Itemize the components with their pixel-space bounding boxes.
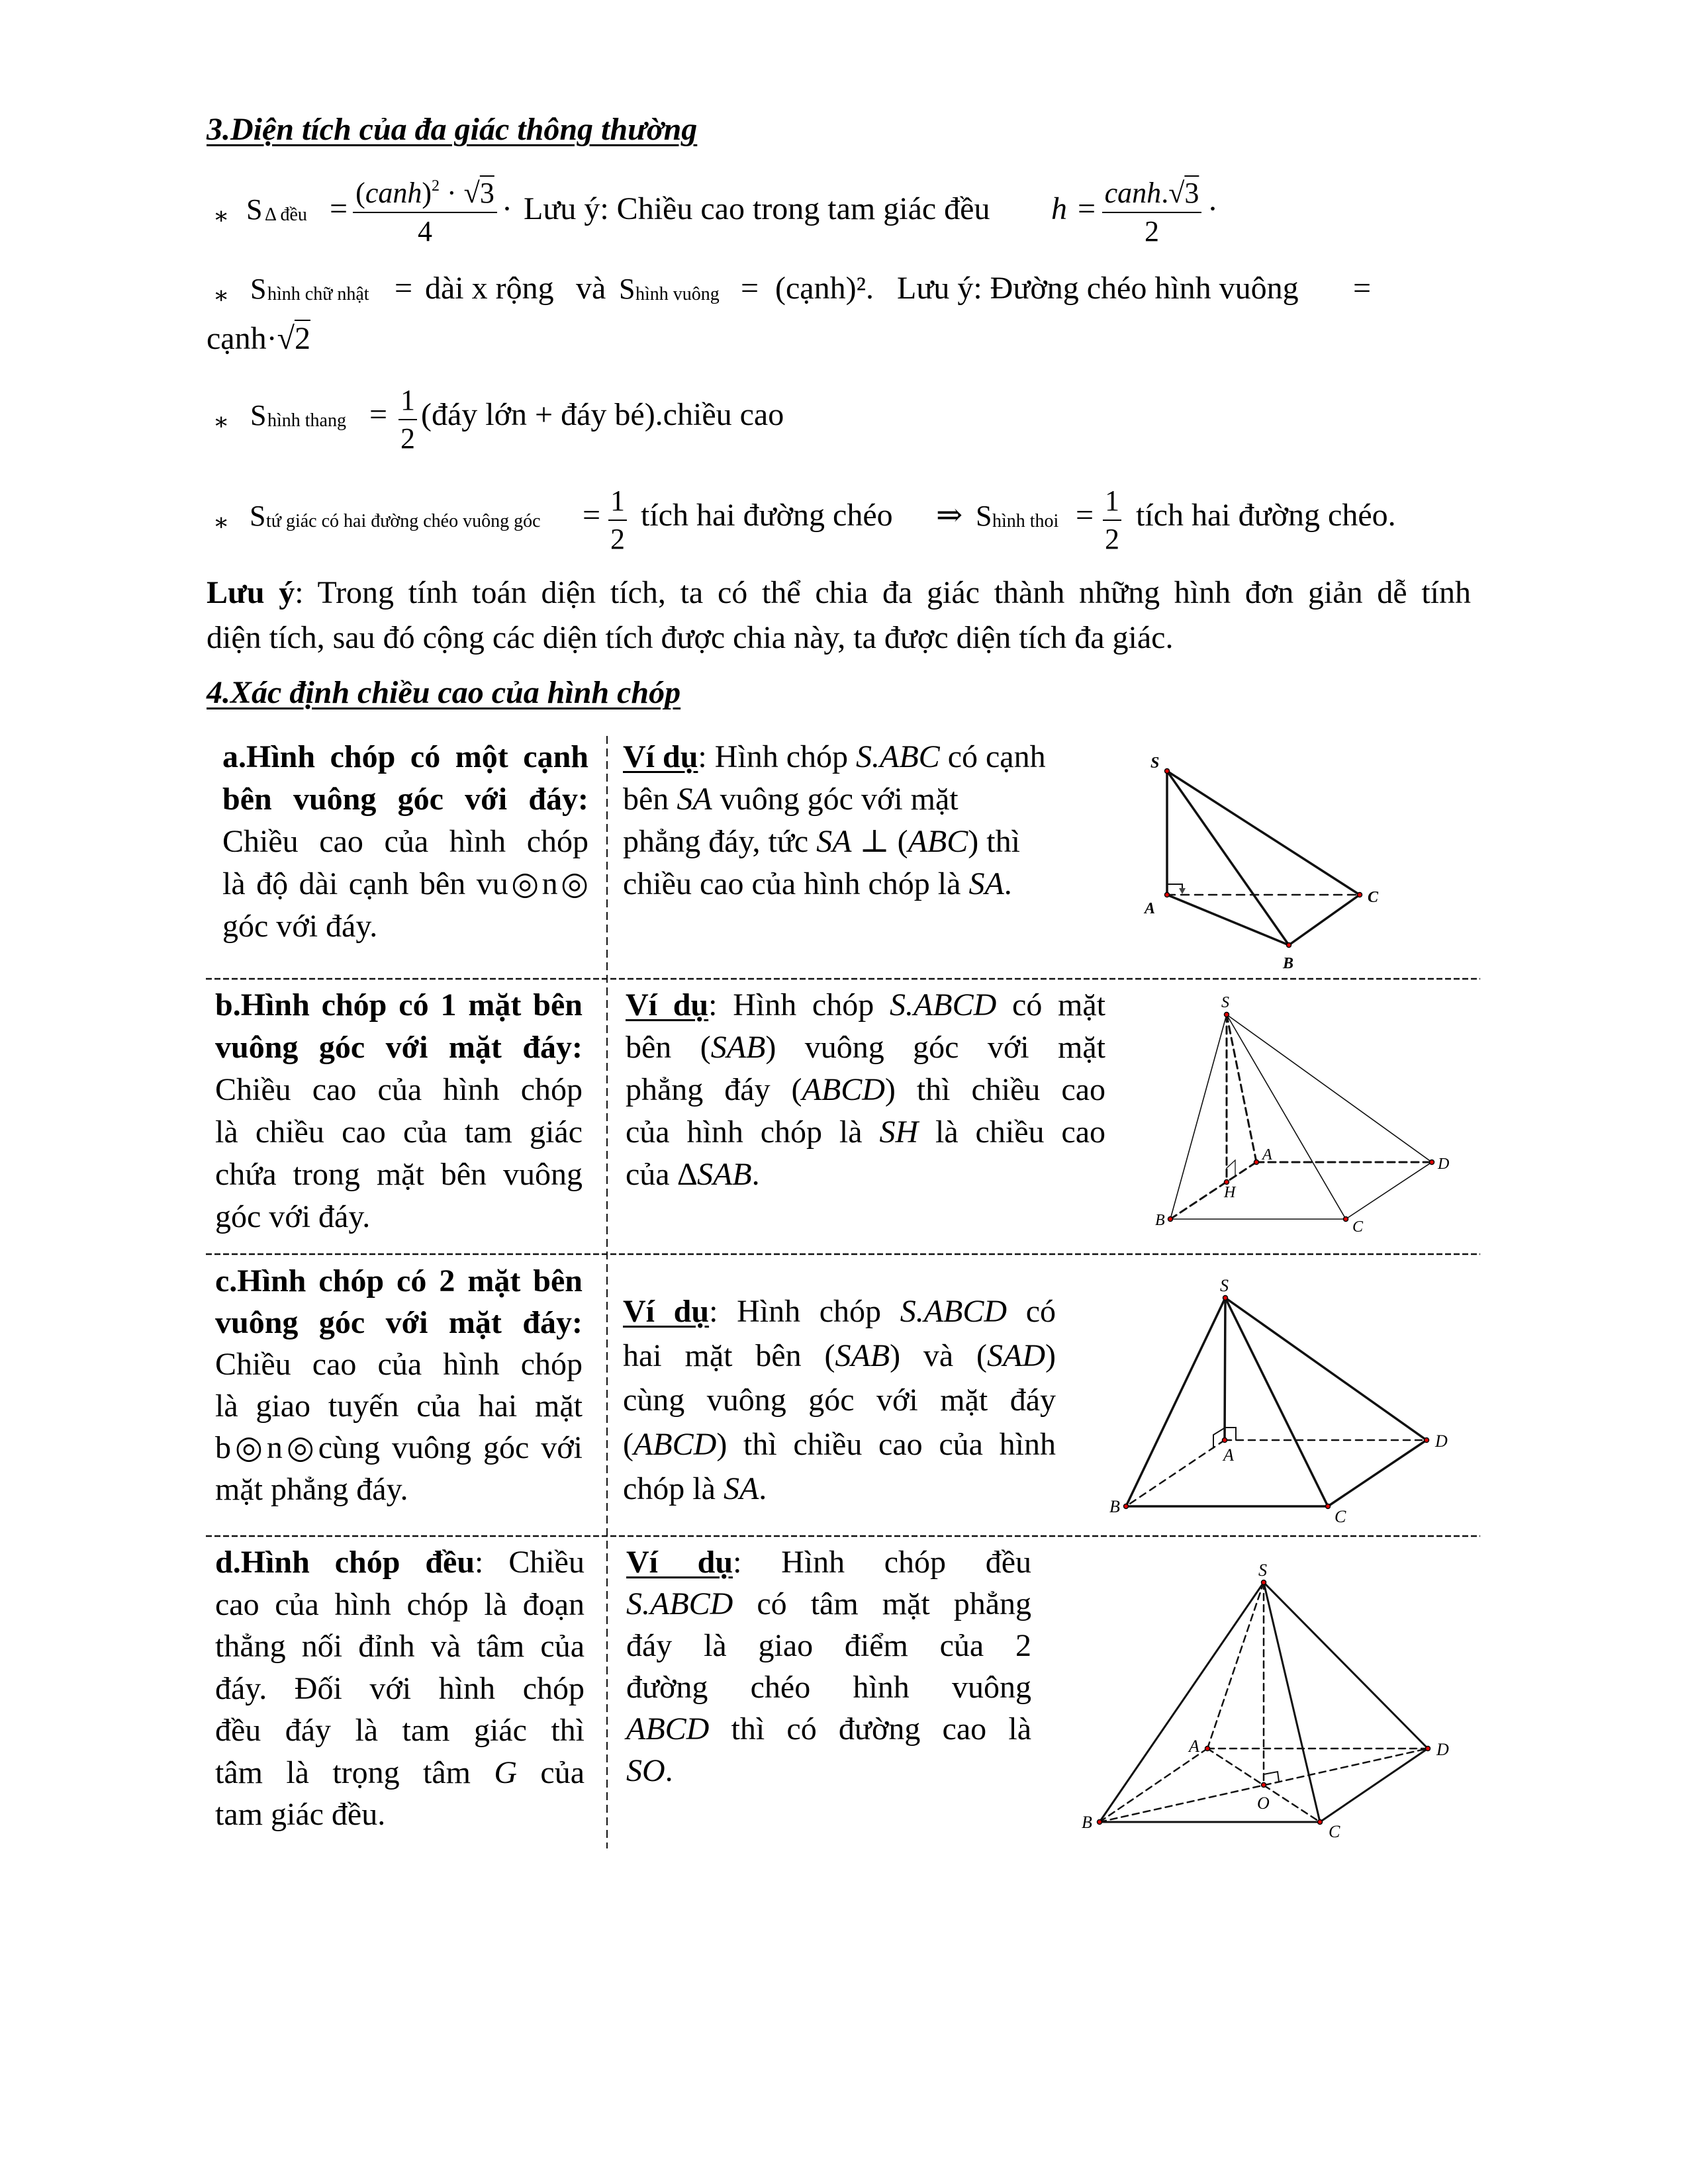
equals-sign: = (395, 271, 413, 306)
area-symbol: S (619, 273, 635, 305)
example-label: Ví dụ (626, 987, 709, 1023)
text-line (215, 1343, 583, 1385)
text-line (623, 1334, 1056, 1378)
text: ) thì chiều cao của hình (716, 1427, 1056, 1462)
sqrt-icon: √ (277, 321, 295, 356)
text: . (759, 1471, 767, 1506)
text: bên (623, 782, 677, 817)
math-term: SA (816, 824, 852, 859)
math-term: ABCD (633, 1427, 717, 1462)
math-term: G (494, 1754, 518, 1790)
text-line (626, 1541, 1031, 1583)
text: : Chiều (475, 1545, 585, 1580)
fraction-bar (1103, 520, 1121, 521)
text: đáy là giao điểm của 2 (626, 1628, 1031, 1663)
note-text: : Trong tính toán diện tích, ta có thể chia đa giác thành những hình đơn giản dễ tính (295, 575, 1472, 610)
text: cao của hình chóp là đoạn (215, 1586, 585, 1622)
square-diagonal-value (207, 323, 310, 355)
vertex-label-d: D (1436, 1740, 1449, 1759)
right-angle-icon (1213, 1428, 1225, 1448)
text-line (215, 1625, 585, 1668)
text: hai mặt bên ( (623, 1338, 835, 1373)
text: tâm là trọng tâm (215, 1754, 494, 1790)
note-square-diagonal: Lưu ý: Đường chéo hình vuông (897, 271, 1299, 306)
text: cùng vuông góc với mặt đáy (623, 1383, 1056, 1418)
text-line (215, 1427, 583, 1469)
row-d-description (215, 1541, 585, 1836)
text: : Hình chóp đều (733, 1545, 1031, 1580)
text: Chiều cao của hình chóp (215, 1347, 583, 1382)
area-symbol: S (250, 500, 266, 532)
note-paragraph-line-2: diện tích, sau đó cộng các diện tích được chia này, ta được diện tích đa giác. (207, 620, 1174, 655)
text-line (215, 1260, 583, 1302)
text-line (623, 1422, 1056, 1467)
fraction-numerator (355, 179, 494, 208)
vertex-label-s: S (1258, 1561, 1267, 1580)
half-fraction (399, 386, 417, 453)
text: là chiều cao của tam giác (215, 1115, 583, 1150)
square-area-value: (cạnh)². (775, 271, 874, 306)
math-term: SH (879, 1115, 919, 1150)
text: có tâm mặt phẳng (733, 1586, 1031, 1621)
text: chóp là (623, 1471, 724, 1506)
row-b-example (626, 984, 1105, 1196)
text: có (1007, 1294, 1056, 1329)
right-angle-icon (1225, 1428, 1236, 1440)
equals-sign: = (583, 498, 601, 533)
area-symbol: S (976, 500, 992, 532)
fraction-numerator: 1 (610, 484, 625, 517)
area-symbol: S (250, 273, 267, 305)
text-line (215, 1584, 585, 1626)
text-line (215, 1302, 583, 1343)
vertex-label-b: B (1109, 1497, 1120, 1516)
fraction-numerator: 1 (400, 384, 415, 416)
row-c-description (215, 1260, 583, 1510)
text: là giao tuyến của hai mặt (215, 1388, 583, 1424)
text: đáy. Đối với hình chóp (215, 1670, 585, 1706)
row-a-example (623, 736, 1086, 905)
case-title: vuông góc với mặt đáy: (215, 1030, 583, 1065)
vertex-label-c: C (1329, 1822, 1340, 1841)
text: thẳng nối đỉnh và tâm của (215, 1629, 585, 1664)
implies-arrow-icon: ⇒ (936, 498, 963, 533)
text-line (626, 1666, 1031, 1708)
text-line (215, 1154, 583, 1196)
text: b◎n◎cùng vuông góc với (215, 1430, 583, 1465)
text-line (215, 1752, 585, 1794)
bullet-asterisk-icon: ∗ (213, 509, 230, 535)
equals-sign: = (741, 271, 759, 306)
example-label: Ví dụ (623, 1294, 710, 1329)
row-a-description (222, 736, 588, 948)
variable-canh: canh (1104, 177, 1162, 209)
dot: . (1161, 177, 1169, 209)
area-subscript: tứ giác có hai đường chéo vuông góc (266, 511, 541, 531)
pyramid-diagram-c (1109, 1276, 1448, 1526)
text: góc với đáy. (215, 1199, 371, 1234)
text: ) thì chiều cao (884, 1072, 1106, 1107)
vertex-label-b: B (1082, 1813, 1092, 1832)
fraction-denominator: 2 (1105, 523, 1119, 555)
text-line (215, 1668, 585, 1710)
half-fraction (608, 486, 627, 554)
right-angle-icon (1167, 884, 1182, 892)
math-term: ABC (908, 824, 968, 859)
fraction-denominator: 2 (400, 422, 415, 455)
area-subscript: hình thang (267, 410, 346, 431)
text: Chiều cao của hình chóp (222, 824, 588, 859)
pyramid-diagram-d (1082, 1561, 1449, 1841)
case-title: c.Hình chóp có 2 mặt bên (215, 1263, 583, 1298)
fraction-denominator: 2 (1145, 215, 1159, 248)
text-line (215, 1709, 585, 1752)
area-symbol: S (246, 193, 263, 226)
text-line (626, 1111, 1105, 1154)
equals-sign: = (1353, 271, 1372, 306)
math-term: SA (677, 782, 712, 817)
vertex-label-b: B (1283, 955, 1294, 972)
text-line (626, 1708, 1031, 1750)
vertex-label-d: D (1435, 1432, 1448, 1451)
text: ( (623, 1427, 633, 1462)
text-line (215, 1541, 585, 1584)
text-line (623, 863, 1086, 905)
area-subscript: Δ đều (265, 205, 307, 225)
text: có mặt (996, 987, 1106, 1023)
text: mặt phẳng đáy. (215, 1472, 408, 1507)
paren-open: ( (355, 177, 365, 209)
fraction-bar (1102, 212, 1201, 213)
pyramid-diagram-b (1155, 994, 1449, 1236)
vertex-label-a: A (1262, 1146, 1272, 1163)
vertex-label-a: A (1145, 900, 1156, 917)
math-term: SAB (835, 1338, 890, 1373)
vertex-label-c: C (1352, 1218, 1364, 1236)
area-symbol: S (250, 399, 267, 432)
text: . (751, 1157, 760, 1192)
text: là độ dài cạnh bên vu◎n◎ (222, 866, 588, 901)
text-line (215, 1469, 583, 1510)
text-line (215, 1069, 583, 1111)
text: của (517, 1754, 585, 1790)
text-line (623, 1467, 1056, 1511)
math-term: SAD (987, 1338, 1046, 1373)
right-angle-icon (1264, 1772, 1279, 1782)
text: Chiều cao của hình chóp (215, 1072, 583, 1107)
text: của hình chóp là (626, 1115, 880, 1150)
example-label: Ví dụ (623, 739, 698, 774)
conjunction: và (576, 271, 606, 306)
exponent: 2 (432, 177, 440, 195)
text: . (665, 1753, 673, 1788)
sqrt-icon: √ (463, 177, 480, 209)
text-line (222, 905, 588, 948)
bullet-asterisk-icon: ∗ (213, 203, 230, 229)
multiply-dot: · (1207, 191, 1218, 226)
height-fraction (1102, 179, 1201, 246)
text-line (626, 1154, 1105, 1196)
text: phẳng đáy, tức (623, 824, 817, 859)
perpendicular-symbol: ⊥ ( (851, 824, 908, 859)
row-c-example (623, 1289, 1056, 1511)
text-line (222, 736, 588, 778)
equals-sign: = (330, 191, 348, 226)
vertex-label-a: A (1189, 1737, 1199, 1756)
vertex-label-s: S (1221, 994, 1229, 1011)
text: ) và ( (890, 1338, 988, 1373)
text: phẳng đáy ( (626, 1072, 802, 1107)
variable-canh: cạnh (207, 321, 267, 356)
fraction-bar (399, 419, 417, 420)
fraction-numerator: 1 (1105, 484, 1119, 517)
vertex-label-d: D (1438, 1156, 1450, 1173)
text-line (626, 984, 1105, 1026)
multiply-dot: · (440, 177, 464, 209)
fraction-bar (608, 520, 627, 521)
case-title: b.Hình chóp có 1 mặt bên (215, 987, 583, 1023)
note-paragraph-line-1 (207, 577, 1471, 609)
text-line (215, 1385, 583, 1427)
bullet-asterisk-icon: ∗ (213, 282, 230, 308)
text: ) thì (968, 824, 1020, 859)
rectangle-area-value: dài x rộng (425, 271, 554, 306)
equals-sign: = (369, 397, 388, 432)
case-title: d.Hình chóp đều (215, 1545, 475, 1580)
right-angle-icon (1227, 1160, 1235, 1175)
text-line (215, 1196, 583, 1238)
text: ) (1045, 1338, 1056, 1373)
math-term: S.ABCD (889, 987, 997, 1023)
text: đều đáy là tam giác thì (215, 1713, 585, 1748)
text: chiều cao của hình chóp là (623, 866, 969, 901)
text: : Hình chóp (709, 1294, 900, 1329)
area-subscript: hình chữ nhật (267, 284, 369, 304)
text-line (222, 821, 588, 863)
area-subscript: hình thoi (992, 511, 1059, 531)
math-term: SO (626, 1753, 665, 1788)
text-line (626, 1750, 1031, 1792)
text: . (1004, 866, 1012, 901)
area-fraction (353, 179, 497, 246)
multiply-dot: · (502, 191, 512, 226)
vertex-label-c: C (1335, 1507, 1346, 1526)
rhombus-area-value: tích hai đường chéo. (1136, 498, 1396, 533)
text-line (623, 736, 1086, 778)
equals-sign: = (1076, 498, 1094, 533)
text: của ∆ (626, 1157, 697, 1192)
row-d-example (626, 1541, 1031, 1792)
text: : Hình chóp (698, 739, 857, 774)
vertex-label-h: H (1224, 1184, 1236, 1201)
example-label: Ví dụ (626, 1545, 733, 1580)
text-line (626, 1583, 1031, 1625)
section-3-heading: 3.Diện tích của đa giác thông thường (207, 112, 698, 147)
math-term: ABCD (802, 1072, 885, 1107)
vertex-label-s: S (1220, 1276, 1229, 1295)
math-term: S.ABCD (626, 1586, 733, 1621)
fraction-denominator: 4 (418, 215, 432, 248)
note-label: Lưu ý (207, 575, 295, 610)
radicand: 2 (294, 321, 310, 356)
vertex-label-s: S (1150, 754, 1160, 772)
text-line (222, 778, 588, 821)
text-line (215, 984, 583, 1026)
math-term: S.ABC (856, 739, 940, 774)
text: vuông góc với mặt (712, 782, 959, 817)
vertex-label-c: C (1368, 889, 1379, 906)
multiply-dot: · (266, 321, 277, 356)
text-line (215, 1026, 583, 1069)
text: góc với đáy. (222, 909, 378, 944)
note-equilateral-height: Lưu ý: Chiều cao trong tam giác đều (524, 191, 990, 226)
text: chứa trong mặt bên vuông (215, 1157, 583, 1192)
math-term: ABCD (626, 1711, 710, 1747)
case-title: vuông góc với mặt đáy: (215, 1305, 583, 1340)
math-term: SAB (696, 1157, 752, 1192)
section-4-heading: 4.Xác định chiều cao của hình chóp (207, 675, 681, 710)
area-subscript: hình vuông (635, 284, 720, 304)
text-line (623, 1378, 1056, 1422)
text: đường chéo hình vuông (626, 1670, 1031, 1705)
text: : Hình chóp (708, 987, 890, 1023)
text-line (215, 1794, 585, 1836)
text-line (623, 778, 1086, 821)
text-line (222, 863, 588, 905)
text: thì có đường cao là (709, 1711, 1031, 1747)
text-line (626, 1069, 1105, 1111)
text-line (623, 1289, 1056, 1334)
row-b-description (215, 984, 583, 1238)
bullet-asterisk-icon: ∗ (213, 408, 230, 435)
paren-close: ) (422, 177, 432, 209)
math-term: S.ABCD (900, 1294, 1008, 1329)
text: ) vuông góc với mặt (765, 1030, 1106, 1065)
pyramid-diagram-a (1143, 754, 1379, 972)
fraction-denominator: 2 (610, 523, 625, 555)
text-line (215, 1111, 583, 1154)
fraction-bar (353, 212, 497, 213)
text: là chiều cao (918, 1115, 1105, 1150)
text: có cạnh (939, 739, 1046, 774)
math-term: SA (968, 866, 1004, 901)
radicand: 3 (479, 177, 494, 209)
text: tam giác đều. (215, 1797, 386, 1832)
math-term: SAB (710, 1030, 766, 1065)
text: bên ( (626, 1030, 711, 1065)
text-line (626, 1026, 1105, 1069)
variable-canh: canh (365, 177, 422, 209)
vertex-label-b: B (1155, 1212, 1165, 1229)
vertex-label-a: A (1223, 1445, 1234, 1465)
math-term: SA (723, 1471, 759, 1506)
height-symbol: h (1051, 191, 1067, 226)
trapezoid-area-value: (đáy lớn + đáy bé).chiều cao (421, 397, 784, 432)
quadrilateral-area-value: tích hai đường chéo (641, 498, 893, 533)
half-fraction (1103, 486, 1121, 554)
equals-sign: = (1078, 191, 1096, 226)
fraction-numerator (1105, 179, 1199, 208)
case-title: bên vuông góc với đáy: (222, 782, 588, 817)
sqrt-icon: √ (1168, 177, 1185, 209)
text-line (626, 1625, 1031, 1666)
text-line (623, 821, 1086, 863)
vertex-label-o: O (1257, 1794, 1270, 1813)
case-title: a.Hình chóp có một cạnh (222, 739, 588, 774)
radicand: 3 (1184, 177, 1199, 209)
